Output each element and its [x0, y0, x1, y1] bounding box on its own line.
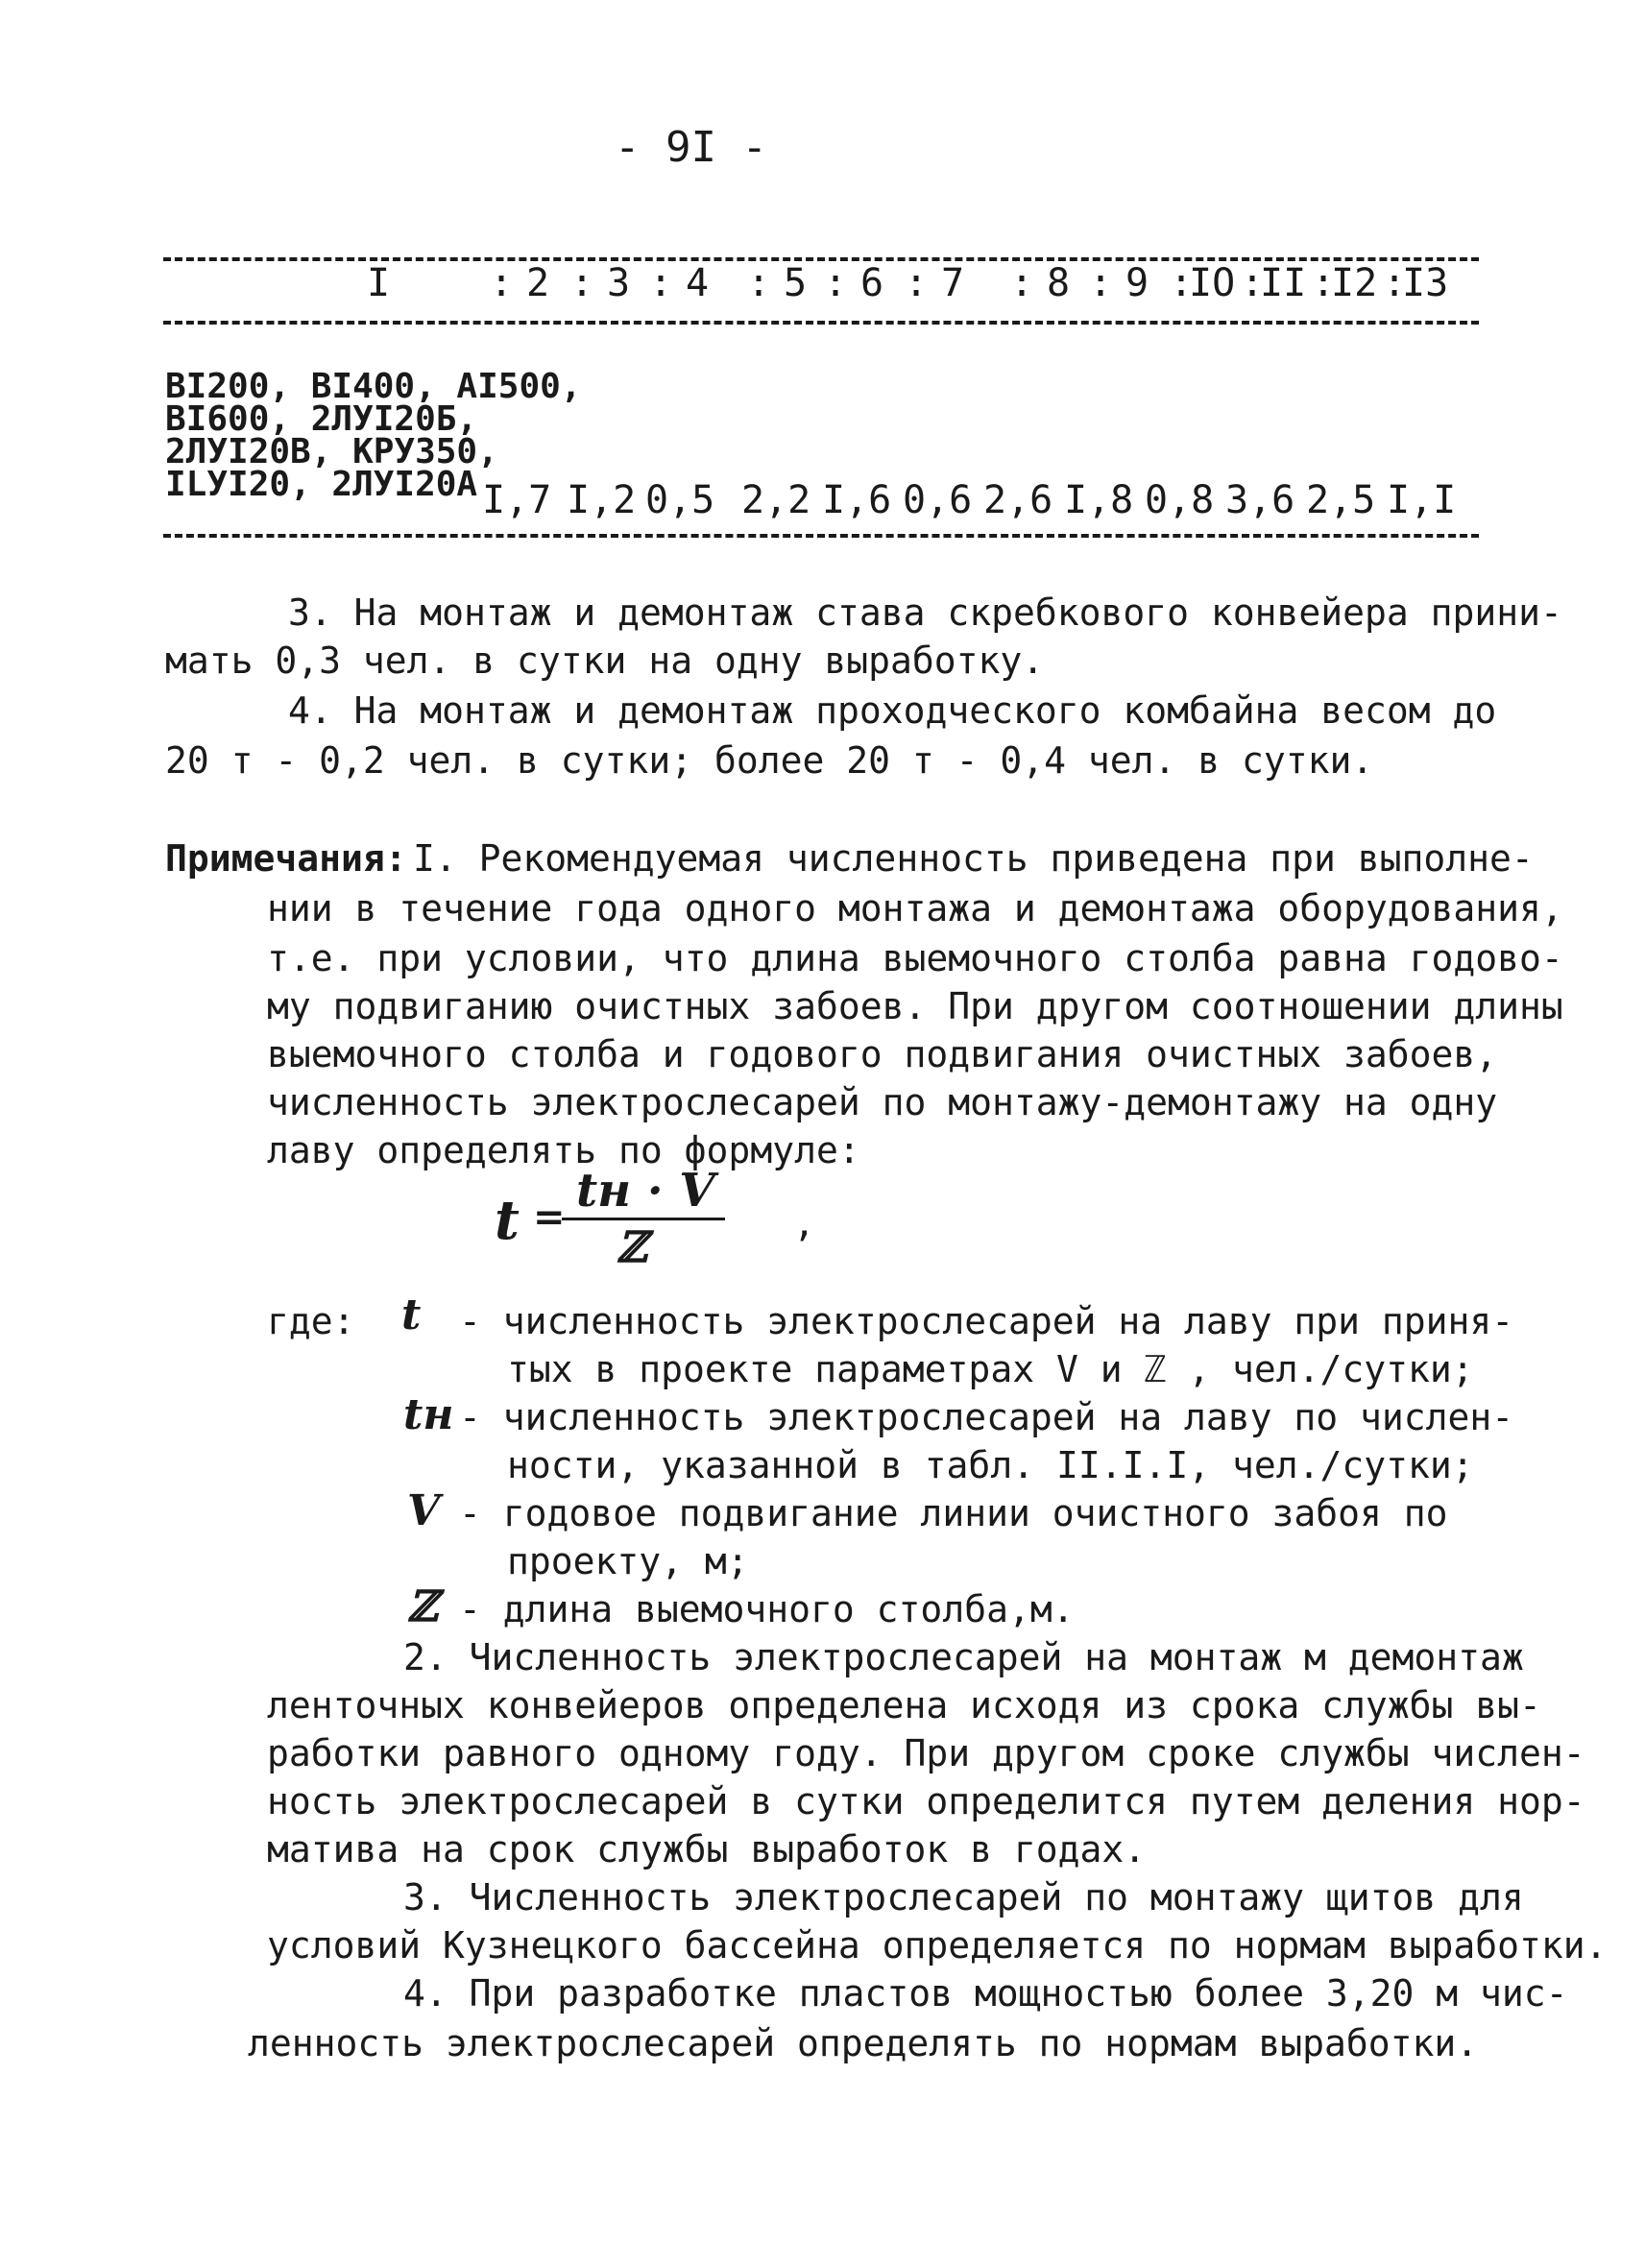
row-label-line: ILУI20, 2ЛУI20А: [165, 465, 478, 504]
column-header: I2: [1331, 261, 1378, 305]
formula-lhs: t: [495, 1189, 520, 1252]
column-separator: :: [1383, 261, 1407, 305]
fraction-bar: [562, 1218, 725, 1220]
column-header: 6: [860, 261, 884, 305]
column-header: 7: [941, 261, 965, 305]
column-separator: :: [490, 261, 514, 305]
table-cell: 0,5: [645, 478, 715, 522]
formula-denominator: ℤ: [617, 1223, 648, 1272]
symbol-t: t: [401, 1291, 422, 1339]
item-4-line: 20 т - 0,2 чел. в сутки; более 20 т - 0,4 чел. в сутки.: [165, 739, 1374, 782]
column-separator: :: [649, 261, 673, 305]
column-header: I: [367, 261, 391, 305]
note-3-line: 3. Численность электрослесарей по монтажу щитов для: [403, 1876, 1524, 1918]
column-header: 8: [1047, 261, 1071, 305]
column-header: 4: [686, 261, 710, 305]
table-cell: 3,6: [1225, 478, 1295, 522]
symbol-tn: tн: [403, 1390, 454, 1439]
where-label: где:: [267, 1300, 355, 1342]
column-header: I3: [1402, 261, 1449, 305]
item-3-line: мать 0,3 чел. в сутки на одну выработку.: [165, 639, 1045, 682]
row-label-line: 2ЛУI20В, КРУ350,: [165, 432, 498, 471]
note-3-line: условий Кузнецкого бассейна определяется по нормам выработки.: [267, 1924, 1608, 1966]
note-4-line: ленность электрослесарей определять по нормам выработки.: [248, 2022, 1479, 2064]
column-header: 5: [784, 261, 808, 305]
column-separator: :: [1170, 261, 1194, 305]
column-separator: :: [747, 261, 771, 305]
note-2-line: матива на срок службы выработок в годах.: [267, 1828, 1147, 1870]
column-header: IO: [1189, 261, 1236, 305]
definition-line: - длина выемочного столба,м.: [459, 1588, 1075, 1630]
table-cell: I,8: [1064, 478, 1134, 522]
definition-line: проекту, м;: [507, 1540, 749, 1582]
note-2-line: работки равного одному году. При другом сроке службы числен-: [267, 1732, 1585, 1774]
note-2-line: 2. Численность электрослесарей на монтаж м демонтаж: [403, 1636, 1524, 1678]
page-number: - 9I -: [615, 123, 767, 172]
definition-line: - численность электрослесарей на лаву при приня-: [459, 1300, 1514, 1342]
note-2-line: ность электрослесарей в сутки определится путем деления нор-: [267, 1780, 1585, 1822]
row-label-line: BI200, BI400, AI500,: [165, 367, 582, 406]
table-cell: I,6: [822, 478, 892, 522]
table-cell: 0,6: [903, 478, 973, 522]
table-cell: I,7: [482, 478, 552, 522]
definition-line: ности, указанной в табл. II.I.I, чел./сутки;: [507, 1444, 1474, 1486]
table-header-rule: [163, 321, 1479, 325]
table-cell: I,2: [567, 478, 637, 522]
column-separator: :: [1312, 261, 1336, 305]
column-header: 2: [526, 261, 550, 305]
table-bottom-rule: [163, 534, 1479, 538]
formula-comma: ,: [793, 1202, 815, 1244]
note-2-line: ленточных конвейеров определена исходя из срока службы вы-: [267, 1684, 1541, 1726]
notes-label: Примечания:: [165, 837, 407, 880]
column-header: 9: [1125, 261, 1149, 305]
table-cell: 2,5: [1306, 478, 1376, 522]
note-1-line: т.е. при условии, что длина выемочного столба равна годово-: [267, 937, 1563, 979]
formula-numerator: tн · V: [576, 1164, 715, 1218]
table-cell: 2,2: [741, 478, 811, 522]
table-cell: I,I: [1387, 478, 1457, 522]
note-1-line: I. Рекомендуемая численность приведена при выполне-: [413, 837, 1534, 880]
note-1-line: выемочного столба и годового подвигания очистных забоев,: [267, 1033, 1498, 1075]
column-separator: :: [824, 261, 848, 305]
symbol-v: V: [407, 1486, 441, 1535]
note-1-line: нии в течение года одного монтажа и демонтажа оборудования,: [267, 887, 1563, 929]
note-4-line: 4. При разработке пластов мощностью более 3,20 м чис-: [403, 1972, 1568, 2015]
column-header: II: [1260, 261, 1307, 305]
note-1-line: численность электрослесарей по монтажу-демонтажу на одну: [267, 1081, 1498, 1123]
column-separator: :: [905, 261, 929, 305]
table-cell: 2,6: [983, 478, 1053, 522]
formula-equals: =: [533, 1194, 566, 1240]
definition-line: - численность электрослесарей на лаву по числен-: [459, 1396, 1514, 1438]
symbol-z: ℤ: [407, 1582, 439, 1631]
note-1-line: му подвиганию очистных забоев. При другом соотношении длины: [267, 985, 1563, 1027]
column-separator: :: [570, 261, 594, 305]
definition-line: тых в проекте параметрах V и ℤ , чел./сутки;: [507, 1348, 1474, 1390]
row-label-line: BI600, 2ЛУI20Б,: [165, 399, 478, 439]
item-3-line: 3. На монтаж и демонтаж става скребкового конвейера прини-: [288, 591, 1562, 634]
table-cell: 0,8: [1145, 478, 1215, 522]
item-4-line: 4. На монтаж и демонтаж проходческого комбайна весом до: [288, 689, 1497, 732]
column-separator: :: [1010, 261, 1034, 305]
column-separator: :: [1089, 261, 1113, 305]
note-1-line: лаву определять по формуле:: [267, 1129, 860, 1171]
column-header: 3: [607, 261, 631, 305]
definition-line: - годовое подвигание линии очистного забоя по: [459, 1492, 1448, 1534]
column-separator: :: [1241, 261, 1265, 305]
